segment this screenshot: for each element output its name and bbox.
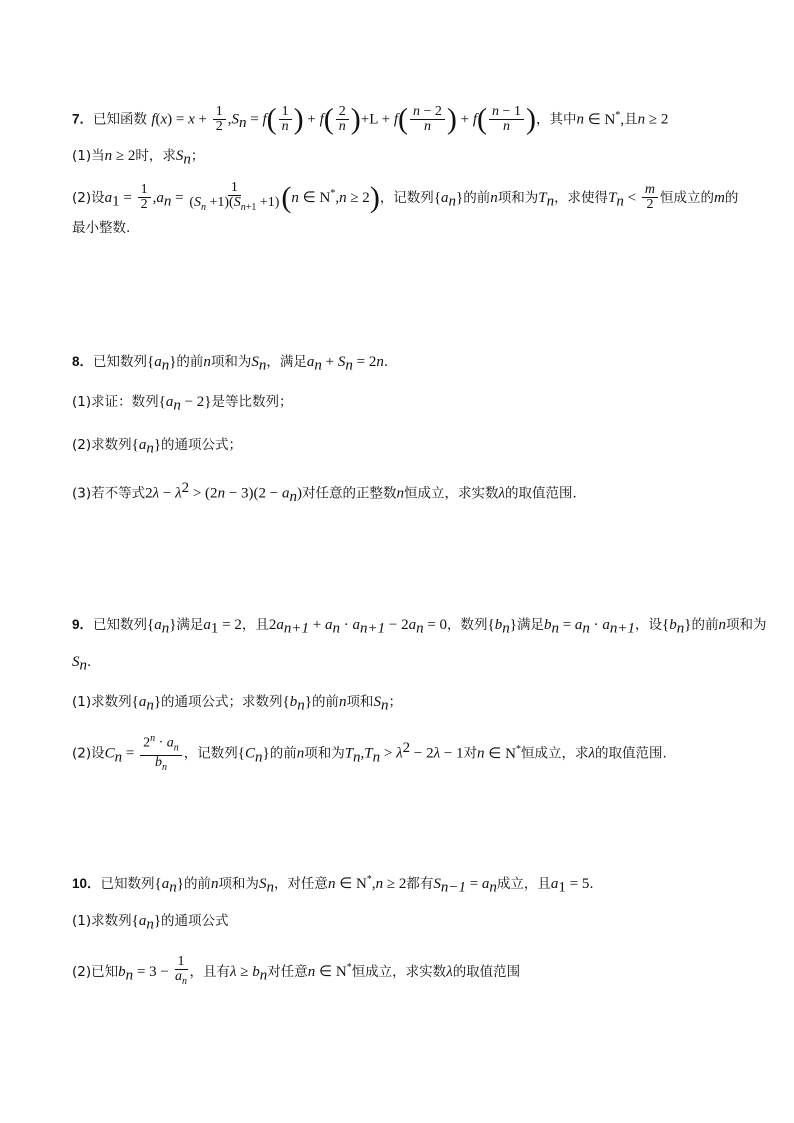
- q8-number: 8．: [72, 354, 94, 369]
- q8-part2: (2)求数列$\{a_n\}$的通项公式；: [72, 437, 243, 457]
- q7-part1: (1)当n ≥ 2时，求$S_n$；: [72, 148, 205, 168]
- q7-stem: 7．已知函数 f(x) = x + $\frac{1}{2}$ $,S_n = f$( $\frac{1}{n}$ ) + f( $\frac{2}{n}$ )+L + f( $\frac{n - 2}{n}$ ) + f( $\frac{n - 1}{n}$ )，其中n ∈ N*,且n ≥ 2: [72, 102, 669, 136]
- q10-part1: (1)求数列$\{a_n\}$的通项公式: [72, 913, 229, 933]
- q10-part2: (2)已知$b_n = 3$ − $\frac{1}{a_n}$ ，且有$\lambda \ge b_n$对任意n ∈ N*恒成立，求实数λ的取值范围: [72, 954, 521, 987]
- q10-stem: 10．已知数列$\{a_n\}$的前n项和为$S_n$，对任意n ∈ N*,n ≥ 2都有$S_{n-1} = a_n$成立，且$a_1 = 5$．: [72, 874, 603, 896]
- q9-stem-line2: $S_n$．: [72, 654, 101, 674]
- q9-part1: (1)求数列$\{a_n\}$的通项公式；求数列$\{b_n\}$的前n项和$S_n$；: [72, 694, 402, 714]
- q9-stem: 9．已知数列$\{a_n\}$满足$a_1 = 2$，且$2a_{n+1} + a_n \cdot a_{n+1} - 2a_n = 0$，数列$\{b_n\}$满足$b_n = a_n \cdot a_{n+1}$，设$\{b_n\}$的前n项和为: [72, 617, 767, 637]
- q10-number: 10．: [72, 876, 101, 891]
- q7-part2: (2)设$a_1$ = $\frac{1}{2}$ $,a_n$ = $\frac{1}{(S_n +1)(S_{n+1} +1)}$ (n ∈ N*,n ≥ 2)，记数列$\{a_n\}$的前n项和为$T_n$，求使得$T_n$ < $\frac{m}{2}$ 恒成立的m的: [72, 180, 739, 214]
- q9-number: 9．: [72, 617, 94, 632]
- q7-number: 7．: [72, 111, 94, 127]
- q8-part1: (1)求证：数列$\{a_n - 2\}$是等比数列；: [72, 394, 293, 414]
- q7-part2-line2: 最小整数.: [72, 220, 131, 236]
- q8-part3: (3)若不等式$2\lambda - \lambda^2 > (2n - 3)(2 - a_n)$对任意的正整数n恒成立，求实数λ的取值范围．: [72, 480, 586, 506]
- q8-stem: 8．已知数列$\{a_n\}$的前n项和为$S_n$，满足$a_n + S_n = 2n$．: [72, 354, 398, 374]
- q9-part2: (2)设$C_n$ = $\frac{2^n \cdot a_n}{b_n}$ ，记数列$\{C_n\}$的前n项和为$T_n,T_n > \lambda^2 - 2\lambda - 1$对n ∈ N*恒成立，求λ的取值范围.: [72, 733, 667, 774]
